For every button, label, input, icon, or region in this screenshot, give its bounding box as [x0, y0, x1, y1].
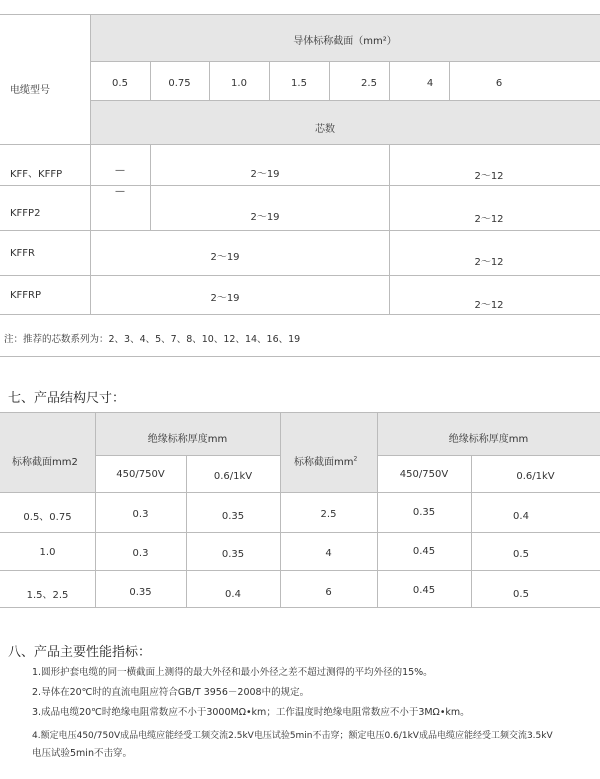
model-kffrp: KFFRP	[10, 290, 42, 301]
right-thick-a: 0.45	[412, 546, 436, 557]
cores-header: 芯数	[315, 124, 335, 135]
right-thick-a: 0.45	[412, 585, 436, 596]
section-8-title: 八、产品主要性能指标：	[8, 645, 152, 660]
performance-item: 2.导体在20℃时的直流电阻应符合GB/T 3956－2008中的规定。	[32, 687, 310, 698]
left-area-cell: 1.5、2.5	[26, 590, 69, 601]
cores-right: 2～12	[474, 257, 504, 268]
size-6: 6	[495, 78, 503, 89]
right-area-cell: 4	[325, 548, 332, 559]
left-thickness-header: 绝缘标称厚度mm	[147, 434, 228, 445]
size-4: 4	[426, 78, 434, 89]
left-thick-b: 0.4	[225, 589, 241, 600]
size-0-5: 0.5	[112, 78, 128, 89]
performance-item: 4.额定电压450/750V成品电缆应能经受工频交流2.5kV电压试验5min不击穿；额定电压0.6/1kV成品电缆应能经受工频交流3.5kV	[32, 731, 553, 741]
dash-cell: —	[115, 186, 125, 197]
left-thick-a: 0.3	[132, 548, 149, 559]
model-kffr: KFFR	[10, 248, 36, 259]
right-thick-a: 0.35	[412, 507, 436, 518]
cores-mid: 2～19	[250, 212, 280, 223]
right-area-header: 标称截面$mm^2$	[294, 455, 358, 468]
left-area-cell: 1.0	[39, 547, 56, 558]
conductor-area-header: 导体标称截面（mm²）	[293, 36, 397, 47]
right-area-cell: 6	[325, 587, 332, 598]
recommended-cores-note: 注：推荐的芯数系列为：2、3、4、5、7、8、10、12、14、16、19	[4, 334, 301, 345]
cores-mid: 2～19	[210, 252, 240, 263]
model-kff-kffp: KFF、KFFP	[10, 169, 63, 180]
size-1-5: 1.5	[291, 78, 307, 89]
left-thick-a: 0.35	[129, 587, 152, 598]
cores-mid: 2～19	[250, 169, 280, 180]
left-thick-a: 0.3	[132, 509, 149, 520]
performance-item: 3.成品电缆20℃时绝缘电阻常数应不小于3000MΩ•km；工作温度时绝缘电阻常数应不小于3MΩ•km。	[32, 707, 470, 718]
right-voltage-450: 450/750V	[399, 469, 449, 480]
right-thick-b: 0.5	[513, 589, 529, 600]
section-7-title: 七、产品结构尺寸：	[8, 391, 126, 406]
left-voltage-450: 450/750V	[116, 469, 165, 480]
right-thick-b: 0.4	[513, 511, 529, 522]
cores-right: 2～12	[474, 171, 504, 182]
left-thick-b: 0.35	[221, 511, 245, 522]
size-0-75: 0.75	[168, 78, 191, 89]
left-thick-b: 0.35	[221, 549, 245, 560]
right-thick-b: 0.5	[513, 549, 529, 560]
cores-right: 2～12	[474, 300, 504, 311]
cable-model-header: 电缆型号	[10, 85, 50, 96]
left-voltage-06: 0.6/1kV	[213, 471, 253, 482]
right-thickness-header: 绝缘标称厚度mm	[448, 434, 529, 445]
size-2-5: 2.5	[361, 78, 377, 89]
left-area-cell: 0.5、0.75	[23, 512, 72, 523]
model-kffp2: KFFP2	[10, 208, 41, 219]
right-voltage-06: 0.6/1kV	[516, 471, 555, 482]
performance-item-continued: 电压试验5min不击穿。	[32, 748, 132, 759]
left-area-header: 标称截面mm2	[12, 457, 78, 468]
dash-cell: —	[115, 165, 125, 176]
size-1-0: 1.0	[231, 78, 247, 89]
right-area-cell: 2.5	[320, 509, 337, 520]
performance-item: 1.圆形护套电缆的同一横截面上测得的最大外径和最小外径之差不超过测得的平均外径的15%。	[32, 667, 433, 678]
cores-right: 2～12	[474, 214, 504, 225]
cores-mid: 2～19	[210, 293, 240, 304]
